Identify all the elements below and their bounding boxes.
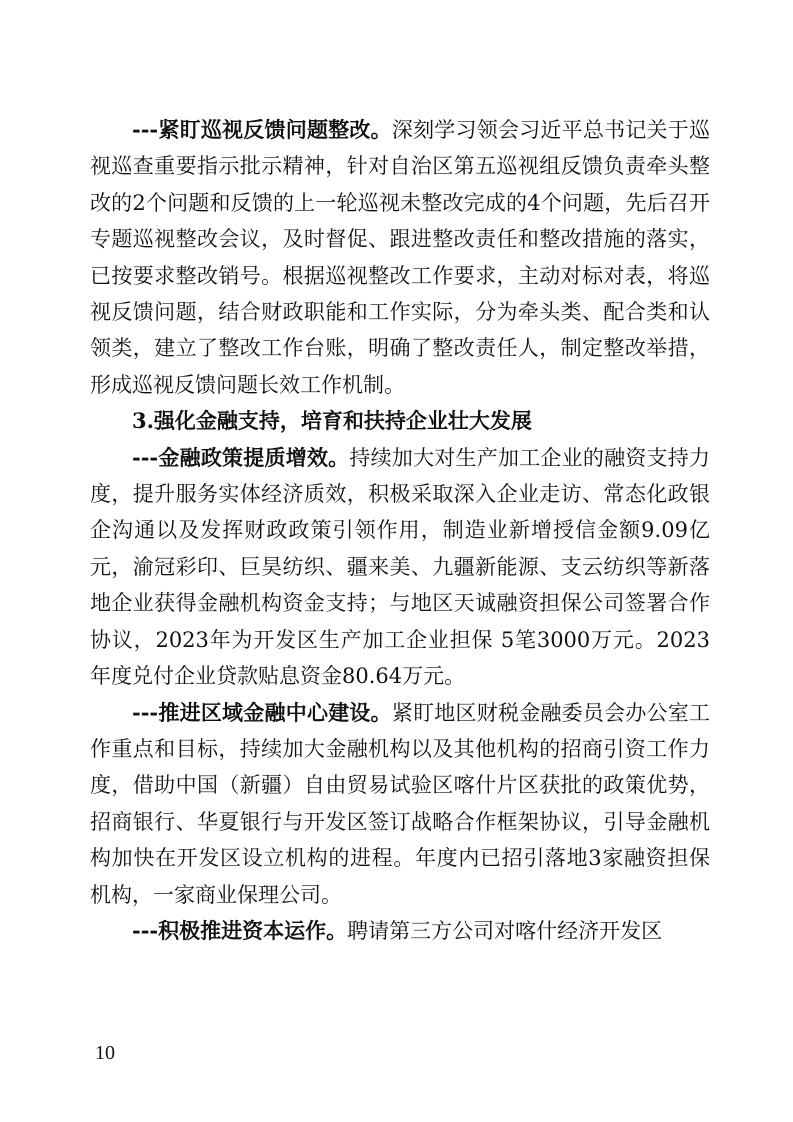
paragraph-text: 深刻学习领会习近平总书记关于巡视巡查重要指示批示精神，针对自治区第五巡视组反馈负责牵头整改的2个问题和反馈的上一轮巡视未整改完成的4个问题，先后召开专题巡视整改会议，及时督促、跟进整改责任和整改措施的落实，已按要求整改销号。根据巡视整改工作要求，主动对标对表，将巡视反馈问题，结合财政职能和工作实际，分为牵头类、配合类和认领类，建立了整改工作台账，明确了整改责任人，制定整改举措，形成巡视反馈问题长效工作机制。 [90, 118, 710, 397]
paragraph-lead: ---金融政策提质增效。 [132, 444, 350, 470]
document-body [90, 112, 710, 949]
paragraph-text: 紧盯地区财税金融委员会办公室工作重点和目标，持续加大金融机构以及其他机构的招商引资工作力度，借助中国（新疆）自由贸易试验区喀什片区获批的政策优势，招商银行、华夏银行与开发区签订战略合作框架协议，引导金融机构加快在开发区设立机构的进程。年度内已招引落地3家融资担保机构，一家商业保理公司。 [90, 700, 710, 907]
paragraph-lead: ---推进区域金融中心建设。 [132, 699, 392, 725]
paragraph-financial-center [90, 695, 710, 913]
paragraph-financial-policy [90, 440, 710, 695]
section-heading: 3.强化金融支持，培育和扶持企业壮大发展 [132, 408, 532, 434]
paragraph-lead: ---积极推进资本运作。 [132, 917, 348, 943]
page-number: 10 [95, 1042, 115, 1064]
paragraph-inspection-rectification [90, 112, 710, 403]
paragraph-text: 持续加大对生产加工企业的融资支持力度，提升服务实体经济质效，积极采取深入企业走访、常态化政银企沟通以及发挥财政政策引领作用，制造业新增授信金额9.09亿元，渝冠彩印、巨昊纺织、疆来美、九疆新能源、支云纺织等新落地企业获得金融机构资金支持；与地区天诚融资担保公司签署合作协议，2023年为开发区生产加工企业担保 5笔3000万元。2023年度兑付企业贷款贴息资金80.64万元。 [90, 445, 711, 689]
paragraph-lead: ---紧盯巡视反馈问题整改。 [132, 117, 392, 142]
paragraph-capital-operation [90, 913, 710, 949]
paragraph-text: 聘请第三方公司对喀什经济开发区 [347, 918, 663, 943]
